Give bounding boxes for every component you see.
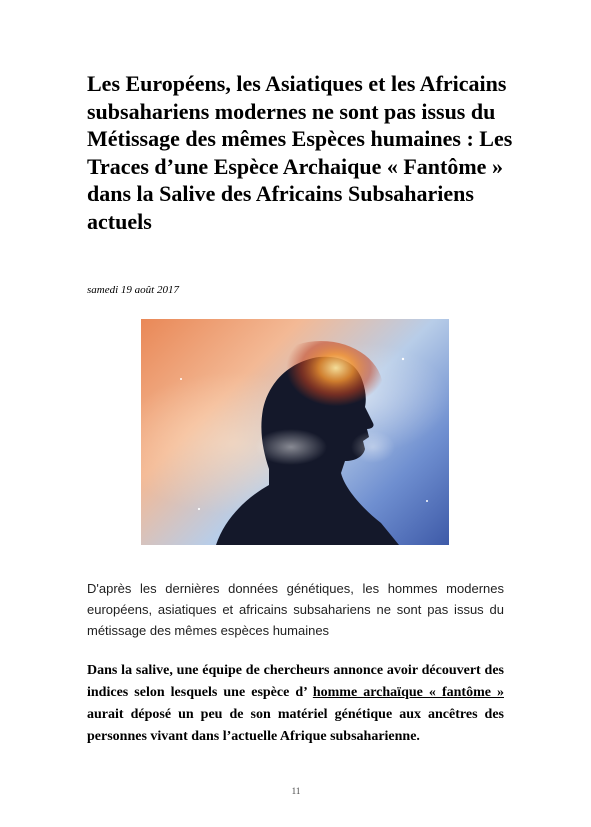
page-number: 11 (291, 786, 301, 796)
head-silhouette-illustration (141, 319, 449, 545)
intro-paragraph: D'après les dernières données génétiques, les hommes modernes européens, asiatiques et africains subsahariens ne sont pas issus du métissage des mêmes espèces humaines (87, 581, 504, 638)
summary-text-end: aurait déposé un peu de son matériel génétique aux ancêtres des personnes vivant dans l’actuelle Afrique subsaharienne. (87, 707, 504, 744)
article-image (141, 319, 449, 545)
article-title: Les Européens, les Asiatiques et les Africains subsahariens modernes ne sont pas issus du Métissage des mêmes Espèces humaines : Les Traces d’une Espèce Archaique « Fantôme » dans la Salive des Africains Subsahariens actuels (87, 71, 513, 234)
article-date: samedi 19 août 2017 (87, 284, 179, 296)
archaic-human-link[interactable]: homme archaïque « fantôme » (312, 685, 504, 700)
summary-text-start: Dans la salive, une équipe de chercheurs annonce avoir découvert des indices selon lesquels une espèce d’ (87, 663, 504, 700)
summary-paragraph (87, 660, 504, 748)
